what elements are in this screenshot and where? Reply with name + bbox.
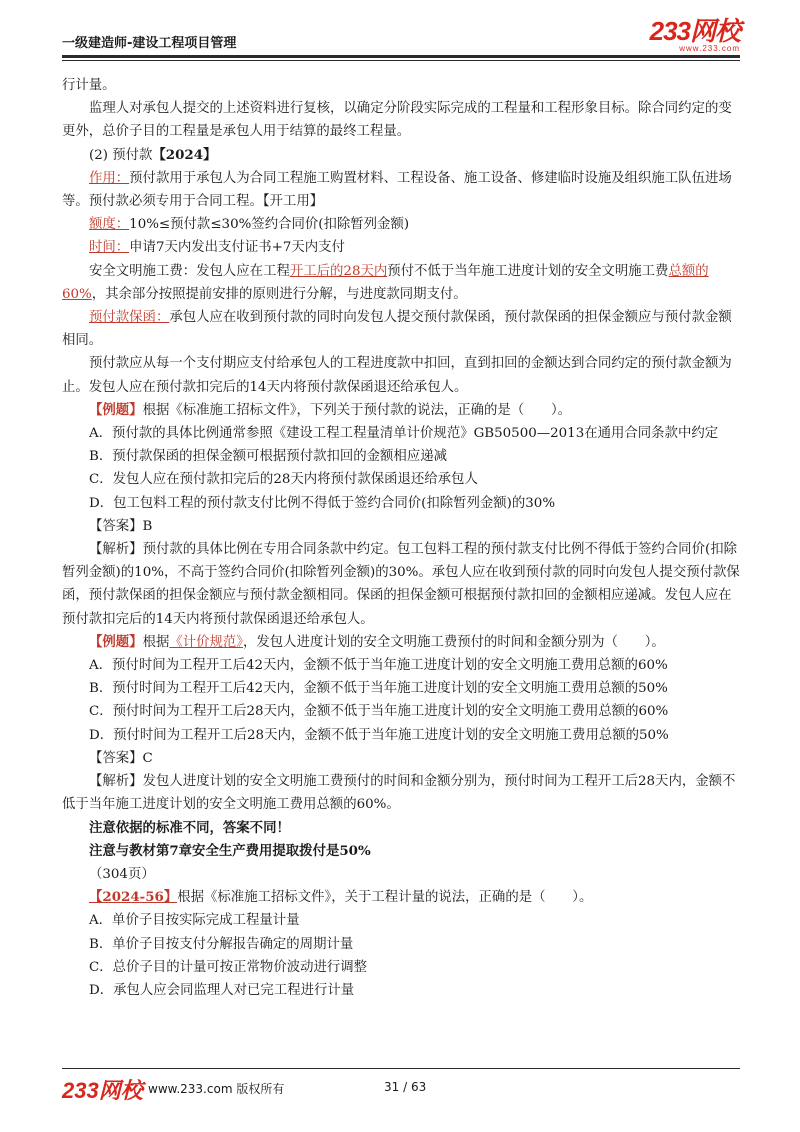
analysis-text: 发包人进度计划的安全文明施工费预付的时间和金额分别为，预付时间为工程开工后28天内，金额不低于当年施工进度计划的安全文明施工费用总额的60%。	[62, 774, 736, 813]
question-stem	[62, 886, 740, 909]
brand-logo	[650, 18, 740, 53]
paragraph-text: 预付款用于承包人为合同工程施工购置材料、工程设备、施工设备、修建临时设施及组织施工队伍进场等。预付款必须专用于合同工程。【开工用】	[62, 170, 732, 210]
question-tag: 【2024-56】	[89, 889, 178, 906]
question-option: C．总价子目的计量可按正常物价波动进行调整	[89, 959, 368, 975]
section-heading	[62, 144, 740, 167]
logo-url: www.233.com	[679, 44, 740, 53]
paragraph-text: ，其余部分按照提前安排的原则进行分解，与进度款同期支付。	[91, 286, 467, 302]
page-number: 31 / 63	[384, 1080, 427, 1094]
highlight-text: 开工后的28天内	[289, 263, 388, 279]
question-option: D．承包人应会同监理人对已完工程进行计量	[89, 982, 355, 998]
question-option: C．预付时间为工程开工后28天内，金额不低于当年施工进度计划的安全文明施工费用总额的60%	[89, 704, 669, 720]
question-text: 根据《标准施工招标文件》，关于工程计量的说法，正确的是（ ）。	[177, 890, 593, 906]
question-stem	[62, 631, 740, 654]
highlight-text: 总额的60%	[62, 263, 709, 302]
page-body	[62, 74, 740, 1002]
keyword-label: 预付款保函：	[89, 310, 170, 326]
header-rule	[62, 55, 740, 58]
header-title: 一级建造师-建设工程项目管理	[62, 36, 237, 51]
question-option: D．预付时间为工程开工后28天内，金额不低于当年施工进度计划的安全文明施工费用总额的50%	[89, 727, 669, 743]
question-option: A．预付款的具体比例通常参照《建设工程工程量清单计价规范》GB50500—2013在通用合同条款中约定	[89, 426, 719, 442]
paragraph: 监理人对承包人提交的上述资料进行复核，以确定分阶段实际完成的工程量和工程形象目标。除合同约定的变更外，总价子目的工程量是承包人用于结算的最终工程量。	[62, 101, 732, 140]
question-tag: 【例题】	[89, 401, 143, 418]
paragraph	[62, 213, 740, 236]
footer-rule	[62, 1068, 740, 1069]
keyword-label: 额度：	[89, 217, 130, 233]
question-option: A．预付时间为工程开工后42天内，金额不低于当年施工进度计划的安全文明施工费用总额的60%	[89, 658, 668, 674]
question-text: 根据	[142, 634, 170, 650]
note	[62, 840, 740, 863]
analysis-tag: 【解析】	[89, 542, 143, 558]
question-option: B．预付时间为工程开工后42天内，金额不低于当年施工进度计划的安全文明施工费用总额的50%	[89, 681, 668, 697]
question-text: ，发包人进度计划的安全文明施工费预付的时间和金额分别为（ ）。	[243, 634, 665, 650]
keyword-label: 作用：	[89, 170, 130, 186]
note: （304页）	[89, 866, 155, 882]
paragraph-text: 承包人应在收到预付款的同时向发包人提交预付款保函，预付款保函的担保金额应与预付款金额相同。	[62, 310, 732, 349]
footer-copyright: www.233.com 版权所有	[148, 1082, 285, 1096]
question-option: C．发包人应在预付款扣完后的28天内将预付款保函退还给承包人	[89, 472, 478, 488]
note: 注意依据的标准不同，答案不同！	[89, 819, 290, 836]
analysis	[62, 538, 740, 631]
paragraph	[62, 236, 740, 259]
note-text: 注意与教材第7章安全生产费用	[89, 842, 273, 859]
paragraph	[62, 260, 740, 306]
question-stem	[62, 399, 740, 422]
paragraph-text: 安全文明施工费：发包人应在工程	[89, 263, 290, 279]
analysis-tag: 【解析】	[89, 774, 143, 790]
logo-text: 233网校	[649, 16, 740, 46]
answer: 【答案】B	[89, 518, 153, 534]
question-option: A．单价子目按实际完成工程量计量	[89, 913, 300, 929]
highlight-text: 《计价规范》	[169, 634, 243, 650]
question-option: B．预付款保函的担保金额可根据预付款扣回的金额相应递减	[89, 449, 447, 465]
footer-logo: 233网校	[62, 1078, 143, 1103]
analysis	[62, 770, 740, 816]
paragraph-text: 预付不低于当年施工进度计划的安全文明施工费	[387, 263, 669, 279]
note-text: 提取拨付是50%	[272, 842, 371, 859]
paragraph-text: 申请7天内发出支付证书+7天内支付	[129, 240, 345, 256]
question-text: 根据《标准施工招标文件》，下列关于预付款的说法，正确的是（ ）。	[142, 402, 572, 418]
paragraph: 预付款应从每一个支付期应支付给承包人的工程进度款中扣回，直到扣回的金额达到合同约定的预付款金额为止。发包人应在预付款扣完后的14天内将预付款保函退还给承包人。	[62, 356, 732, 395]
header-rule-thin	[62, 60, 740, 61]
keyword-label: 时间：	[89, 240, 130, 256]
paragraph	[62, 167, 740, 213]
answer: 【答案】C	[89, 750, 153, 766]
section-tag: 【2024】	[152, 146, 217, 163]
question-option: D．包工包料工程的预付款支付比例不得低于签约合同价(扣除暂列金额)的30%	[89, 495, 556, 511]
question-tag: 【例题】	[89, 633, 143, 650]
question-option: B．单价子目按支付分解报告确定的周期计量	[89, 936, 354, 952]
analysis-text: 预付款的具体比例在专用合同条款中约定。包工包料工程的预付款支付比例不得低于签约合同价(扣除暂列金额)的10%，不高于签约合同价(扣除暂列金额)的30%。承包人应在收到预付款的同时向发包人提交预付款保函，预付款保函的担保金额应与预付款金额相同。保函的担保金额可根据预付款扣回的金额相应递减。发包人应在预付款扣完后的14天内将预付款保函退还给承包人。	[62, 542, 740, 627]
paragraph: 行计量。	[62, 78, 116, 93]
section-title: (2) 预付款	[89, 147, 153, 163]
paragraph	[62, 306, 740, 352]
paragraph-text: 10%≤预付款≤30%签约合同价(扣除暂列金额)	[129, 217, 410, 233]
